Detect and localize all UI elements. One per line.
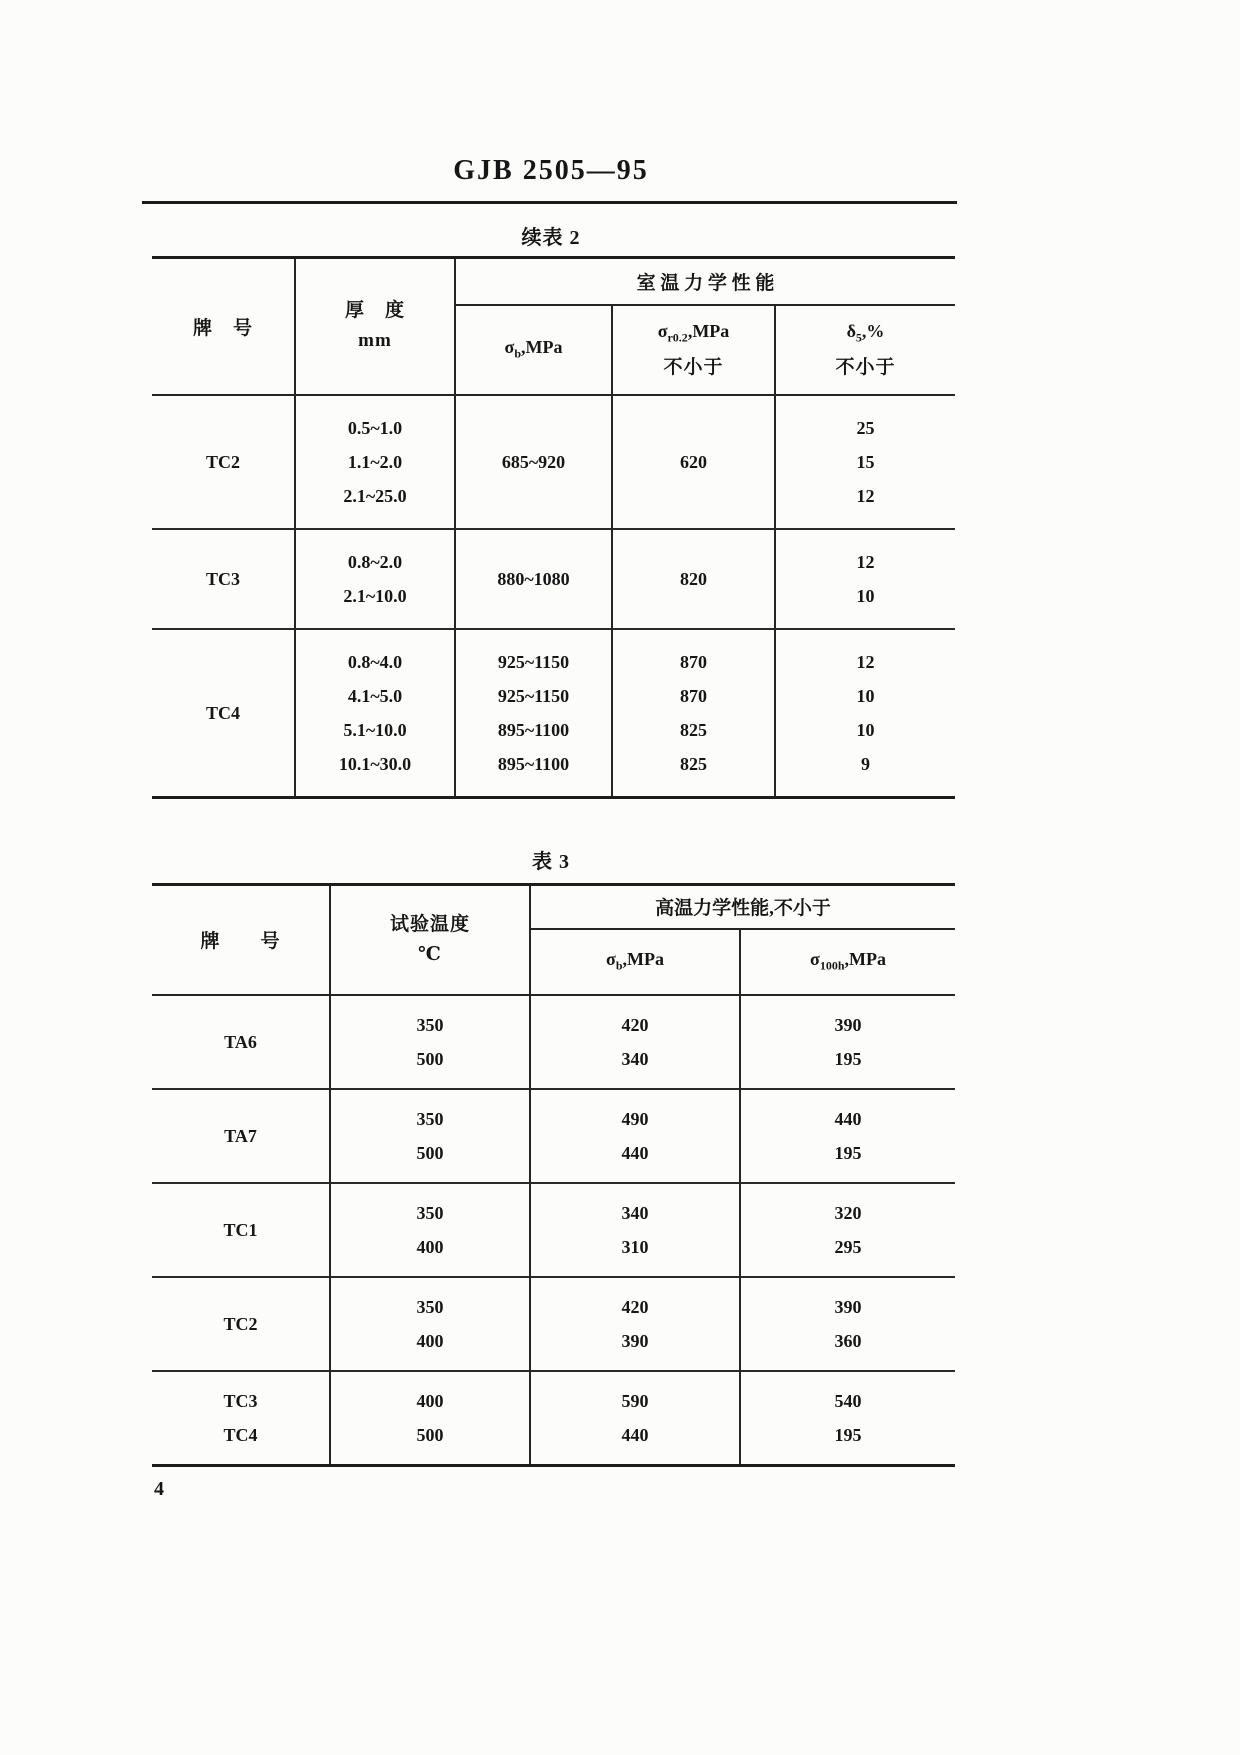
temp-value: 400 xyxy=(416,1330,444,1351)
table-row xyxy=(152,995,955,1089)
table3-body xyxy=(152,995,955,1466)
grade-cell xyxy=(152,529,295,629)
thickness-cell xyxy=(295,395,455,529)
header-rule xyxy=(142,201,957,204)
table-row xyxy=(152,1089,955,1183)
test-temperature-header-label: 试验温度 xyxy=(389,913,470,935)
delta5-column-header xyxy=(775,305,955,395)
sigma-b-column-header xyxy=(455,305,612,395)
temp-value: 350 xyxy=(416,1202,444,1223)
grade-cell xyxy=(152,629,295,798)
sigma_r02-cell xyxy=(612,395,775,529)
grade-cell xyxy=(152,1277,330,1371)
sigma_b-cell xyxy=(530,1089,740,1183)
temp-cell xyxy=(330,1089,530,1183)
sigma_r02-value: 825 xyxy=(680,719,707,740)
delta5-value: 15 xyxy=(856,451,875,472)
sigma-b-symbol: σ xyxy=(606,949,616,970)
test-temperature-column-header xyxy=(330,885,530,995)
sigma_b-value: 895~1100 xyxy=(497,719,570,740)
sigma_b-cell xyxy=(530,1277,740,1371)
sigma_b-value: 895~1100 xyxy=(497,753,570,774)
sigma_100h-value: 195 xyxy=(834,1424,862,1445)
sigma_b-value: 590 xyxy=(621,1390,649,1411)
table-header-row xyxy=(152,258,955,305)
temp-cell xyxy=(330,1371,530,1466)
thickness-value: 0.8~4.0 xyxy=(347,651,403,672)
thickness-value: 10.1~30.0 xyxy=(338,753,412,774)
page-number: 4 xyxy=(154,1478,164,1500)
sigma_b-value: 490 xyxy=(621,1108,649,1129)
sigma_100h-value: 540 xyxy=(834,1390,862,1411)
sigma-100h-symbol: σ xyxy=(810,949,820,970)
sigma-b-subscript: b xyxy=(514,346,521,361)
table-row xyxy=(152,529,955,629)
sigma_r02-value: 820 xyxy=(680,568,707,589)
sigma_r02-cell xyxy=(612,629,775,798)
high-temp-group-header xyxy=(530,885,955,929)
thickness-value: 1.1~2.0 xyxy=(347,451,403,472)
sigma_b-cell xyxy=(455,529,612,629)
table2-body xyxy=(152,395,955,798)
sigma-100h-subscript: 100h xyxy=(819,958,845,973)
table-row xyxy=(152,629,955,798)
sigma_b-value: 925~1150 xyxy=(497,651,570,672)
temp-value: 350 xyxy=(416,1108,444,1129)
sigma_r02-cell xyxy=(612,529,775,629)
sigma-b-column-header xyxy=(530,929,740,995)
sigma-b-unit: ,MPa xyxy=(622,949,664,970)
temp-cell xyxy=(330,1183,530,1277)
thickness-value: 2.1~25.0 xyxy=(343,485,407,506)
sigma_b-cell xyxy=(530,1183,740,1277)
thickness-header-unit: mm xyxy=(358,330,392,352)
thickness-header-label: 厚 度 xyxy=(344,300,405,322)
thickness-column-header xyxy=(295,258,455,395)
temp-cell xyxy=(330,995,530,1089)
room-temp-group-header xyxy=(455,258,955,305)
sigma_b-value: 440 xyxy=(621,1424,649,1445)
temp-value: 350 xyxy=(416,1296,444,1317)
delta5-value: 25 xyxy=(856,417,875,438)
sigma_100h-cell xyxy=(740,1089,955,1183)
sigma_r02-value: 825 xyxy=(680,753,707,774)
sigma_b-cell xyxy=(530,995,740,1089)
grade-value: TA7 xyxy=(224,1125,257,1146)
sigma_b-cell xyxy=(530,1371,740,1466)
grade-value: TC1 xyxy=(223,1219,258,1240)
sigma_b-cell xyxy=(455,395,612,529)
sigma-r02-unit: ,MPa xyxy=(687,321,730,342)
grade-header-label: 牌 号 xyxy=(200,931,281,953)
sigma_100h-value: 390 xyxy=(834,1014,862,1035)
sigma_100h-cell xyxy=(740,1183,955,1277)
grade-value: TC4 xyxy=(223,1424,258,1445)
sigma_100h-value: 440 xyxy=(834,1108,862,1129)
delta5-value: 10 xyxy=(856,585,875,606)
grade-column-header xyxy=(152,258,295,395)
delta5-symbol: δ xyxy=(846,321,856,342)
thickness-value: 5.1~10.0 xyxy=(343,719,407,740)
sigma_b-value: 685~920 xyxy=(501,451,566,472)
delta5-value: 12 xyxy=(856,485,875,506)
delta5-value: 12 xyxy=(856,651,875,672)
temp-value: 500 xyxy=(416,1424,444,1445)
delta5-unit: ,% xyxy=(861,321,885,342)
grade-cell xyxy=(152,1089,330,1183)
table3-header xyxy=(152,885,955,995)
sigma-b-unit: ,MPa xyxy=(521,337,563,358)
sigma_100h-cell xyxy=(740,1277,955,1371)
doc-code: GJB 2505—95 xyxy=(453,155,649,186)
sigma_r02-value: 620 xyxy=(680,451,707,472)
sigma_b-value: 925~1150 xyxy=(497,685,570,706)
sigma_b-value: 420 xyxy=(621,1296,649,1317)
sigma-b-symbol: σ xyxy=(504,337,515,358)
temp-value: 500 xyxy=(416,1048,444,1069)
sigma-100h-unit: ,MPa xyxy=(844,949,886,970)
sigma_b-value: 340 xyxy=(621,1202,649,1223)
grade-cell xyxy=(152,1371,330,1466)
temp-value: 400 xyxy=(416,1390,444,1411)
delta5-subscript: 5 xyxy=(855,330,862,345)
grade-header-label: 牌 号 xyxy=(192,317,253,339)
sigma_100h-value: 195 xyxy=(834,1048,862,1069)
grade-value: TC4 xyxy=(205,702,240,723)
test-temperature-header-unit: ℃ xyxy=(418,943,442,965)
thickness-value: 0.5~1.0 xyxy=(347,417,403,438)
delta5-value: 9 xyxy=(861,753,870,774)
high-temp-group-label: 高温力学性能,不小于 xyxy=(655,898,831,920)
room-temp-group-label: 室 温 力 学 性 能 xyxy=(636,272,775,294)
not-less-than-note: 不小于 xyxy=(835,356,896,378)
sigma-r02-column-header xyxy=(612,305,775,395)
sigma_100h-value: 360 xyxy=(834,1330,862,1351)
table2-header xyxy=(152,258,955,395)
sigma_100h-value: 320 xyxy=(834,1202,862,1223)
sigma_r02-value: 870 xyxy=(680,685,707,706)
grade-cell xyxy=(152,1183,330,1277)
sigma-r02-symbol: σ xyxy=(657,321,668,342)
table-row xyxy=(152,1183,955,1277)
table-row xyxy=(152,1277,955,1371)
grade-cell xyxy=(152,395,295,529)
grade-value: TC2 xyxy=(223,1313,258,1334)
table-2-room-temp-properties xyxy=(152,256,955,799)
table-header-row xyxy=(152,885,955,929)
delta5-cell xyxy=(775,395,955,529)
sigma_100h-cell xyxy=(740,995,955,1089)
sigma_b-value: 310 xyxy=(621,1236,649,1257)
table2-caption: 续表 2 xyxy=(521,227,581,249)
temp-cell xyxy=(330,1277,530,1371)
table-row xyxy=(152,1371,955,1466)
temp-value: 400 xyxy=(416,1236,444,1257)
table-row xyxy=(152,395,955,529)
sigma_100h-value: 195 xyxy=(834,1142,862,1163)
sigma_b-value: 390 xyxy=(621,1330,649,1351)
sigma-b-subscript: b xyxy=(615,958,623,973)
table-3-high-temp-properties xyxy=(152,883,955,1467)
grade-value: TC3 xyxy=(205,568,240,589)
thickness-cell xyxy=(295,629,455,798)
grade-value: TA6 xyxy=(224,1031,257,1052)
not-less-than-note: 不小于 xyxy=(663,356,724,378)
sigma-100h-column-header xyxy=(740,929,955,995)
delta5-cell xyxy=(775,529,955,629)
temp-value: 350 xyxy=(416,1014,444,1035)
sigma_100h-value: 390 xyxy=(834,1296,862,1317)
delta5-value: 12 xyxy=(856,551,875,572)
sigma_b-value: 340 xyxy=(621,1048,649,1069)
sigma_b-value: 880~1080 xyxy=(497,568,570,589)
grade-column-header xyxy=(152,885,330,995)
grade-value: TC3 xyxy=(223,1390,258,1411)
thickness-cell xyxy=(295,529,455,629)
thickness-value: 4.1~5.0 xyxy=(347,685,403,706)
table3-caption: 表 3 xyxy=(532,851,570,873)
sigma_100h-value: 295 xyxy=(834,1236,862,1257)
sigma-r02-subscript: r0.2 xyxy=(667,330,688,345)
sigma_100h-cell xyxy=(740,1371,955,1466)
sigma_r02-value: 870 xyxy=(680,651,707,672)
sigma_b-value: 420 xyxy=(621,1014,649,1035)
sigma_b-cell xyxy=(455,629,612,798)
thickness-value: 0.8~2.0 xyxy=(347,551,403,572)
sigma_b-value: 440 xyxy=(621,1142,649,1163)
grade-cell xyxy=(152,995,330,1089)
delta5-cell xyxy=(775,629,955,798)
thickness-value: 2.1~10.0 xyxy=(343,585,407,606)
delta5-value: 10 xyxy=(856,719,875,740)
temp-value: 500 xyxy=(416,1142,444,1163)
grade-value: TC2 xyxy=(205,451,240,472)
delta5-value: 10 xyxy=(856,685,875,706)
